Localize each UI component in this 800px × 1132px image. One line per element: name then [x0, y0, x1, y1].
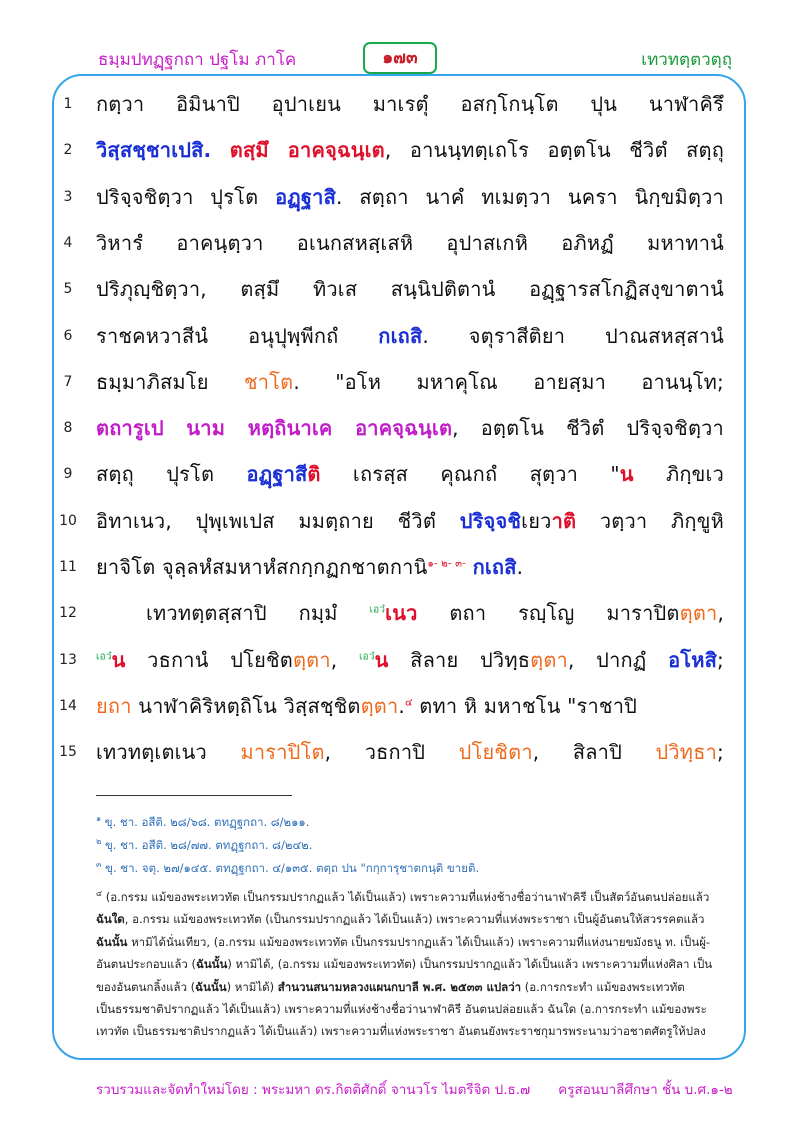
line-segment: ;: [717, 740, 724, 765]
highlighted-word: กเถสิ: [472, 555, 517, 579]
text-line: [0, 640, 800, 680]
line-number: 15: [59, 744, 77, 761]
line-text: [96, 640, 724, 680]
line-segment: . "อโห มหาคุโณ อายสฺมา อานนฺโท;: [293, 369, 724, 394]
line-number: 13: [59, 651, 77, 668]
line-text: [96, 223, 724, 263]
book-title: ธมฺมปทฏฺฐกถา ปฐโม ภาโค: [98, 50, 297, 70]
page-footer: [96, 1078, 736, 1100]
line-segment: วธกานํ ปโยชิต: [125, 647, 293, 672]
line-text: [96, 408, 724, 448]
line-number: 3: [63, 188, 73, 205]
highlighted-word: อฏฺฐาสิ: [275, 184, 337, 209]
highlighted-word: ปริจฺจชิ: [459, 508, 522, 533]
highlighted-word: ตฺตา: [292, 647, 331, 672]
line-segment: [211, 138, 229, 162]
highlighted-word: ปโยชิตา: [458, 740, 533, 765]
line-text: [96, 177, 724, 217]
text-line: [0, 316, 800, 356]
highlighted-word: ชาโต: [243, 369, 294, 394]
line-text: [96, 501, 724, 541]
line-segment: สิลาย ปวิทฺธ: [388, 647, 531, 672]
line-number: 6: [63, 327, 73, 344]
highlighted-word: น: [111, 647, 126, 672]
line-segment: นาฬาคิริหตฺถิโน วิสฺสชฺชิต: [131, 693, 361, 718]
line-number: 7: [63, 373, 73, 390]
text-line: [0, 686, 800, 726]
line-segment: เทวทตฺตสฺสาปิ กมฺมํ: [146, 601, 370, 626]
line-segment: , วธกาปิ: [324, 740, 459, 765]
highlighted-word: ปวิทฺธา: [655, 740, 718, 765]
line-number: 1: [63, 96, 73, 112]
compiler-credit: รวบรวมและจัดทำใหม่โดย : พระมหา ดร.กิตติศักดิ์ จานวโร ไมตรีจิต ป.ธ.๗: [96, 1082, 531, 1098]
line-number: 5: [63, 281, 73, 298]
text-line: [0, 547, 800, 587]
line-number: 2: [63, 142, 73, 159]
text-line: [0, 501, 800, 541]
line-segment: สตฺถุ ปุรโต: [96, 462, 247, 487]
highlighted-word: กเถสิ: [378, 323, 423, 348]
line-number: 12: [59, 605, 77, 622]
highlighted-word: ๔: [404, 697, 413, 709]
highlighted-word: ตฺตา: [360, 693, 399, 718]
highlighted-word: เนว: [385, 601, 418, 626]
line-text: [96, 362, 724, 402]
line-text: [96, 269, 724, 309]
footnote-divider: [96, 795, 292, 796]
text-line: [0, 177, 800, 217]
line-segment: , สิลาปิ: [532, 740, 656, 765]
highlighted-word: อฏฺฐาสี: [246, 462, 308, 487]
line-text: [146, 593, 724, 633]
line-number: 10: [59, 512, 77, 529]
line-segment: ราชคหวาสีนํ อนุปุพฺพีกถํ: [96, 323, 379, 348]
line-segment: , อานนฺทตฺเถโร อตฺตโน ชีวิตํ สตฺถุ: [384, 138, 725, 163]
footnote-1: $^๑$ ขุ. ชา. อสีติ. ๒๘/๖๘. ตทฏฺฐกถา. ๘/๒๑๑.: [96, 814, 310, 829]
story-title: เทวทตฺตวตฺถุ: [641, 50, 732, 70]
highlighted-word: วิสฺสชฺชาเปสิ.: [96, 138, 212, 163]
line-text: [96, 454, 724, 494]
footnote-4: $^๔$ (อ.กรรม แม้ของพระเทวทัต เป็นกรรมปรากฏแล้ว ได้เป็นแล้ว) เพราะความที่แห่งช้างชื่อว่านาฬาคิรี เป็นสัตว์อันตนปล่อยแล้ว ฉันใด, อ.กรรม แม้ของพระเทวทัต (เป็นกรรมปรากฏแล้ว ได้เป็นแล้ว) เพราะความที่แห่งพระราชา เป็นผู้อันตนให้สวรรคตแล้ว ฉันนั้น หามิได้นั่นเทียว, (อ.กรรม แม้ของพระเทวทัต เป็นกรรมปรากฏแล้ว ได้เป็นแล้ว) เพราะความที่แห่งนายขมังธนู ท. เป็นผู้- อันตนประกอบแล้ว (ฉันนั้น) หามิได้, (อ.กรรม แม้ของพระเทวทัต) เป็นกรรมปรากฏแล้ว ได้เป็นแล้ว เพราะความที่แห่งศิลา เป็น ของอันตนกลิ้งแล้ว (ฉันนั้น) หามิได้) สำนวนสนามหลวงแผนกบาลี พ.ศ. ๒๕๓๓ แปลว่า (อ.การกระทำ แม้ของพระเทวทัต เป็นธรรมชาติปรากฏแล้ว ได้เป็นแล้ว) เพราะความที่แห่งช้างชื่อว่านาฬาคิรี อันตนปล่อยแล้ว ฉันใด (อ.การกระทำ แม้ของพระ เทวทัต เป็นธรรมชาติปรากฏแล้ว ได้เป็นแล้ว) เพราะความที่แห่งพระราชา อันตนยังพระราชกุมารพระนามว่าอชาตศัตรูให้ปลง: [96, 889, 713, 1039]
highlighted-word: น: [374, 647, 389, 672]
course-credit: ครูสอนบาลีศึกษา ชั้น บ.ศ.๑-๒: [558, 1082, 733, 1098]
line-segment: . จตุราสีติยา ปาณสหสฺสานํ: [422, 323, 724, 348]
highlighted-word: ตสฺมึ อาคจฺฉนฺเต: [229, 138, 385, 163]
line-segment: .: [398, 693, 405, 718]
line-number: 8: [63, 420, 73, 437]
line-segment: ตถา รญฺโญ มาราปิต: [417, 601, 680, 626]
highlighted-word: เอว๋: [96, 650, 112, 662]
highlighted-word: เอว๋: [359, 650, 375, 662]
line-segment: , ปากฏํ: [567, 647, 669, 672]
line-text: [96, 84, 724, 124]
line-number: 14: [59, 697, 77, 714]
line-segment: ปริจฺจชิตฺวา ปุรโต: [96, 184, 276, 209]
text-line: [0, 84, 800, 124]
highlighted-word: น: [619, 462, 634, 487]
text-line: [0, 454, 800, 494]
page-number-badge: ๑๗๓: [363, 42, 437, 74]
line-text: [96, 732, 724, 772]
footnote-2: $^๒$ ขุ. ชา. อสีติ. ๒๘/๗๗. ตทฏฺฐกถา. ๘/๒๔๒.: [96, 837, 313, 852]
highlighted-word: มาราปิโต: [240, 740, 325, 765]
line-text: [96, 686, 724, 726]
line-segment: ,: [330, 647, 360, 672]
highlighted-word: าติ: [551, 508, 577, 533]
line-text: [96, 316, 724, 356]
highlighted-word: ตถารูเป นาม หตฺถินาเค อาคจฺฉนฺเต: [96, 416, 453, 441]
line-segment: . สตฺถา นาคํ ทเมตฺวา นครา นิกฺขมิตฺวา: [336, 184, 724, 209]
text-line: [0, 223, 800, 263]
highlighted-word: ตฺตา: [679, 601, 718, 626]
line-segment: กตฺวา อิมินาปิ อุปาเยน มาเรตุํ อสกฺโกนฺโต ปุน นาฬาคิรึ: [96, 92, 724, 116]
text-line: [0, 130, 800, 170]
line-segment: ภิกฺขเว: [633, 462, 724, 487]
line-text: [96, 130, 724, 170]
line-segment: เยว: [521, 508, 552, 533]
line-segment: , อตฺตโน ชีวิตํ ปริจฺจชิตฺวา: [452, 416, 724, 441]
text-line: [0, 593, 800, 633]
text-line: [0, 408, 800, 448]
highlighted-word: อโหสิ: [668, 647, 718, 672]
footnote-3: $^๓$ ขุ. ชา. จตุ. ๒๗/๑๔๕. ตทฏฺฐกถา. ๔/๑๓๕. ตตฺถ ปน "กกฺการุชาตกนฺติ ขายติ.: [96, 860, 480, 875]
line-segment: ธมฺมาภิสมโย: [96, 369, 244, 394]
line-text: [96, 547, 724, 587]
line-segment: เถรสฺส คุณกถํ สุตฺวา ": [320, 462, 620, 487]
highlighted-word: ๑- ๒- ๓-: [427, 558, 466, 570]
line-number: 9: [63, 466, 73, 483]
highlighted-word: ตฺตา: [530, 647, 568, 672]
line-segment: เทวทตฺเตเนว: [96, 740, 241, 765]
highlighted-word: ติ: [307, 462, 321, 487]
highlighted-word: เอว๋: [369, 604, 386, 616]
line-segment: วิหารํ อาคนฺตฺวา อเนกสหสฺเสหิ อุปาสเกหิ อภิหฏํ มหาทานํ: [96, 230, 724, 255]
line-segment: ,: [717, 601, 724, 626]
line-segment: ;: [717, 647, 724, 672]
highlighted-word: ยถา: [96, 693, 132, 718]
line-number: 4: [63, 234, 73, 251]
line-segment: อิทาเนว, ปุพฺเพเปส มมตฺถาย ชีวิตํ: [96, 508, 460, 533]
line-number: 11: [59, 559, 77, 575]
text-line: [0, 269, 800, 309]
line-segment: .: [516, 555, 524, 579]
text-line: [0, 362, 800, 402]
line-segment: ยาจิโต จุลฺลหํสมหาหํสกกฺกฏกชาตกานิ: [96, 555, 428, 579]
line-segment: ตทา หิ มหาชโน "ราชาปิ: [412, 693, 638, 718]
text-line: [0, 732, 800, 772]
line-segment: วตฺวา ภิกฺขูหิ: [576, 508, 724, 533]
line-segment: ปริภุญฺชิตฺวา, ตสฺมึ ทิวเส สนฺนิปติตานํ อฏฺฐารสโกฏิสงฺขาตานํ: [96, 277, 724, 302]
